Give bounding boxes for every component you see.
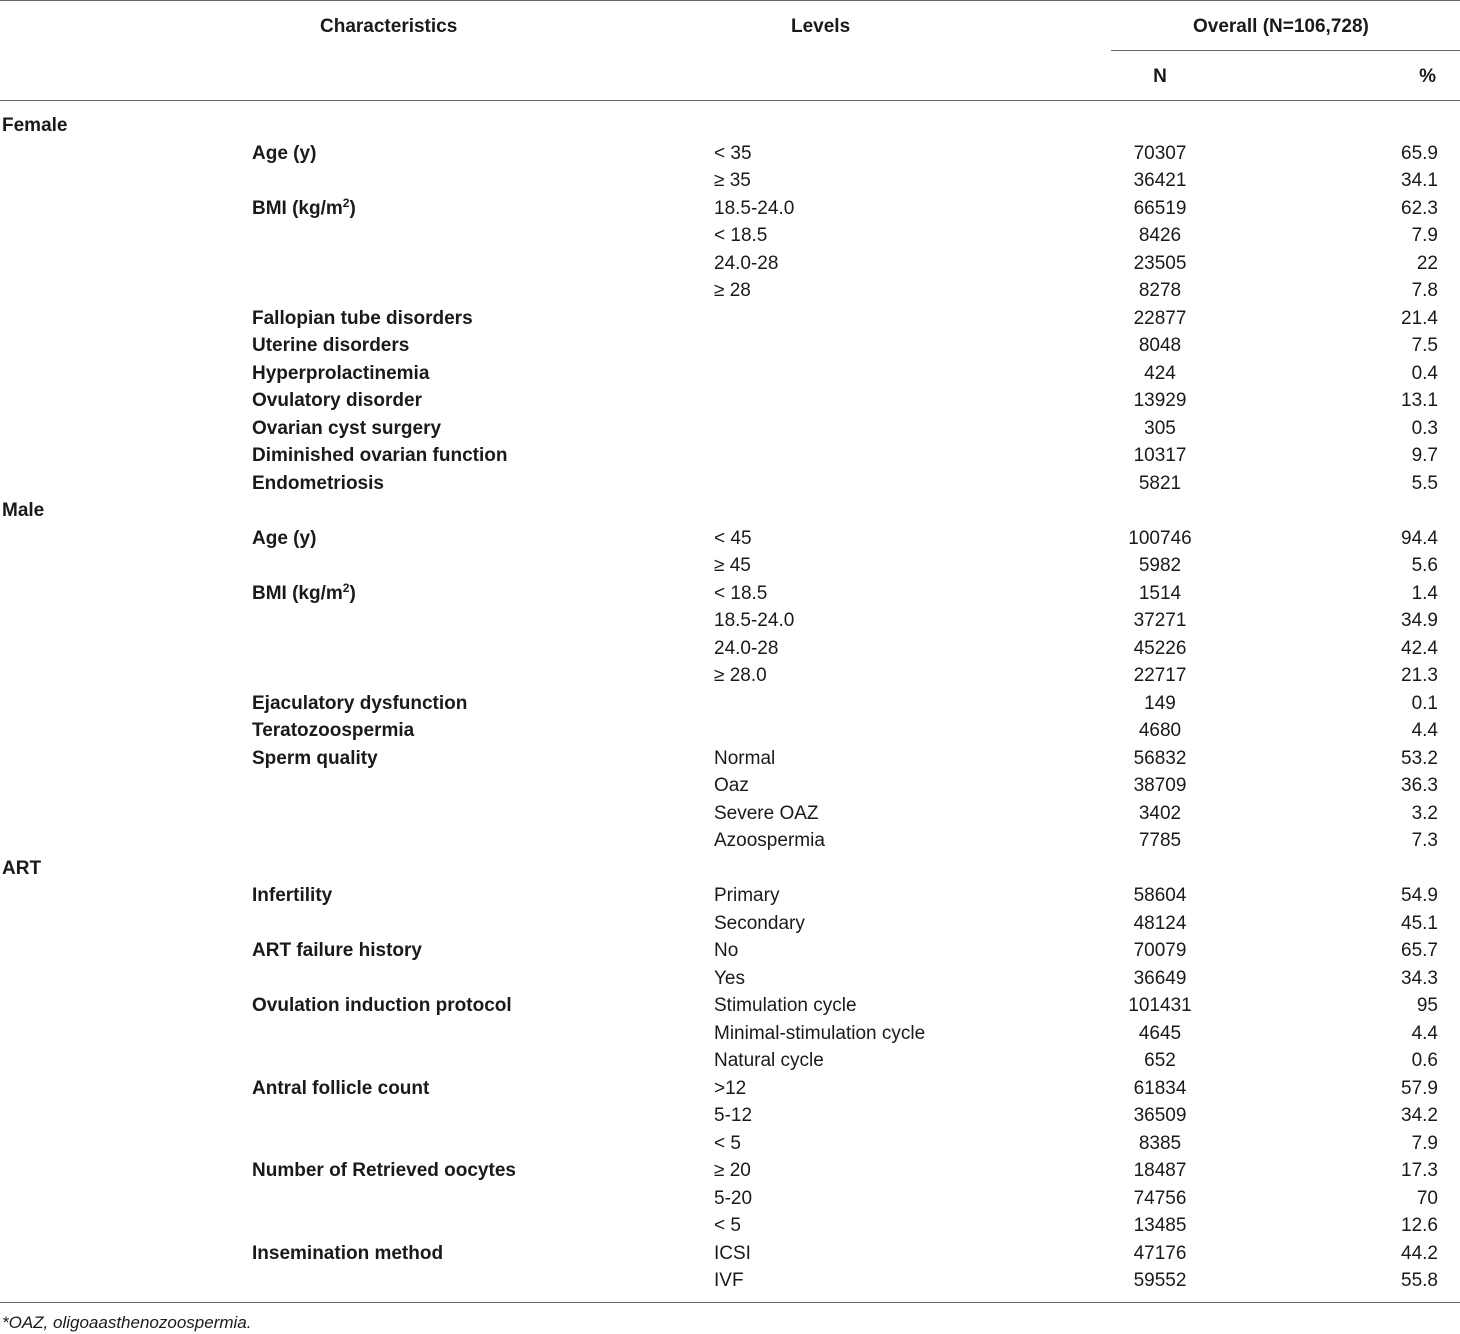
table-row [0, 1075, 1460, 1103]
characteristic-cell [252, 442, 507, 470]
count-cell: 48124 [1133, 912, 1187, 934]
section-row [0, 497, 1460, 525]
characteristic-label: Antral follicle count [252, 1077, 430, 1099]
count-cell: 4680 [1138, 720, 1182, 741]
table-row [0, 1157, 1460, 1185]
percent-cell: 0.4 [1411, 362, 1438, 384]
level-cell: ICSI [714, 1242, 751, 1264]
percent-cell: 70 [1416, 1187, 1438, 1209]
percent-cell: 55.8 [1401, 1270, 1438, 1291]
characteristic-label: Endometriosis [252, 472, 384, 494]
header-overall: Overall (N=106,728) [1193, 16, 1369, 37]
level-cell: ≥ 28.0 [714, 665, 767, 686]
percent-cell: 94.4 [1401, 527, 1438, 549]
level-cell: Minimal-stimulation cycle [714, 1022, 926, 1044]
characteristic-cell [252, 470, 384, 498]
percent-cell: 12.6 [1401, 1215, 1438, 1236]
count-cell: 47176 [1133, 1242, 1187, 1264]
count-cell: 59552 [1133, 1270, 1187, 1291]
level-cell: Normal [714, 747, 776, 769]
count-cell: 70079 [1133, 940, 1187, 961]
level-cell: < 5 [714, 1132, 741, 1154]
characteristic-cell [252, 195, 356, 223]
table-row [0, 525, 1460, 553]
table-row [0, 360, 1460, 388]
table-row [0, 800, 1460, 828]
characteristic-superscript: 2 [342, 195, 350, 210]
table-row [0, 992, 1460, 1020]
percent-cell: 44.2 [1401, 1242, 1438, 1264]
characteristic-label: Hyperprolactinemia [252, 362, 430, 384]
characteristic-cell [252, 1157, 516, 1185]
level-cell: 24.0-28 [714, 637, 779, 659]
header-characteristics: Characteristics [320, 16, 458, 37]
level-cell: ≥ 45 [714, 555, 751, 576]
percent-cell: 34.9 [1401, 610, 1438, 631]
level-cell: 18.5-24.0 [714, 197, 795, 219]
header-percent: % [1419, 66, 1436, 87]
percent-cell: 95 [1416, 995, 1438, 1016]
table-row [0, 470, 1460, 498]
header-overall-underline [1111, 50, 1460, 51]
percent-cell: 7.9 [1411, 225, 1438, 246]
count-cell: 7785 [1138, 830, 1182, 851]
level-cell: Severe OAZ [714, 802, 819, 824]
table-row [0, 965, 1460, 993]
count-cell: 13485 [1133, 1215, 1187, 1236]
table-row [0, 1212, 1460, 1240]
count-cell: 149 [1144, 692, 1176, 714]
count-cell: 305 [1144, 417, 1176, 439]
count-cell: 56832 [1133, 747, 1187, 769]
table-row [0, 442, 1460, 470]
characteristic-cell [252, 937, 422, 965]
percent-cell: 4.4 [1411, 1022, 1438, 1044]
count-cell: 3402 [1138, 802, 1182, 824]
level-cell: Azoospermia [714, 830, 825, 851]
level-cell: ≥ 28 [714, 280, 751, 301]
count-cell: 1514 [1138, 582, 1182, 604]
count-cell: 652 [1144, 1050, 1176, 1071]
level-cell: Oaz [714, 775, 749, 796]
table-row [0, 580, 1460, 608]
header-n: N [1153, 66, 1167, 87]
characteristic-cell [252, 717, 414, 745]
table-row [0, 1240, 1460, 1268]
percent-cell: 22 [1416, 252, 1438, 274]
characteristic-cell [252, 525, 316, 553]
level-cell: Natural cycle [714, 1050, 824, 1071]
percent-cell: 5.6 [1411, 555, 1438, 576]
characteristic-cell [252, 580, 356, 608]
table-row [0, 387, 1460, 415]
characteristic-label-tail: ) [349, 197, 356, 219]
characteristic-label: Ovarian cyst surgery [252, 417, 442, 439]
characteristic-label: Infertility [252, 885, 333, 906]
table-row [0, 1185, 1460, 1213]
count-cell: 8048 [1138, 335, 1182, 356]
table-row [0, 635, 1460, 663]
characteristic-label: Insemination method [252, 1242, 444, 1264]
count-cell: 38709 [1133, 775, 1187, 796]
characteristic-label: ART failure history [252, 940, 422, 961]
characteristic-cell [252, 387, 422, 415]
percent-cell: 57.9 [1401, 1077, 1438, 1099]
percent-cell: 62.3 [1401, 197, 1438, 219]
characteristic-cell [252, 305, 473, 333]
characteristic-cell [252, 992, 512, 1020]
count-cell: 424 [1144, 362, 1176, 384]
count-cell: 13929 [1133, 390, 1187, 411]
characteristic-label: Ejaculatory dysfunction [252, 692, 468, 714]
level-cell: Primary [714, 885, 780, 906]
characteristic-label: BMI (kg/m [252, 197, 343, 219]
count-cell: 23505 [1133, 252, 1187, 274]
count-cell: 101431 [1128, 995, 1192, 1016]
table-row [0, 607, 1460, 635]
level-cell: Stimulation cycle [714, 995, 857, 1016]
table-row [0, 717, 1460, 745]
table-row [0, 882, 1460, 910]
percent-cell: 21.4 [1401, 307, 1438, 329]
table-row [0, 552, 1460, 580]
percent-cell: 34.3 [1401, 967, 1438, 989]
level-cell: < 5 [714, 1215, 741, 1236]
percent-cell: 13.1 [1401, 390, 1438, 411]
percent-cell: 7.8 [1411, 280, 1438, 301]
table-row [0, 277, 1460, 305]
characteristic-cell [252, 745, 378, 773]
level-cell: 5-20 [714, 1187, 753, 1209]
characteristic-cell [252, 882, 332, 910]
level-cell: IVF [714, 1270, 744, 1291]
percent-cell: 54.9 [1401, 885, 1438, 906]
table-row [0, 1267, 1460, 1295]
level-cell: Yes [714, 967, 745, 989]
percent-cell: 0.3 [1411, 417, 1438, 439]
characteristic-cell [252, 1240, 443, 1268]
characteristic-cell [252, 415, 441, 443]
table-row [0, 1130, 1460, 1158]
percent-cell: 17.3 [1401, 1160, 1438, 1181]
percent-cell: 4.4 [1411, 720, 1438, 741]
table-row [0, 140, 1460, 168]
percent-cell: 45.1 [1401, 912, 1438, 934]
table-row [0, 772, 1460, 800]
count-cell: 22717 [1133, 665, 1187, 686]
table-row [0, 222, 1460, 250]
section-label: Female [2, 115, 68, 136]
characteristic-cell [252, 690, 467, 718]
percent-cell: 42.4 [1401, 637, 1438, 659]
characteristic-cell [252, 360, 429, 388]
count-cell: 36649 [1133, 967, 1187, 989]
level-cell: < 35 [714, 142, 752, 164]
table-row [0, 745, 1460, 773]
characteristic-label: Ovulation induction protocol [252, 995, 512, 1016]
characteristic-cell [252, 332, 409, 360]
section-label: Male [2, 500, 45, 521]
level-cell: < 18.5 [714, 225, 768, 246]
percent-cell: 65.9 [1401, 142, 1438, 164]
table-row [0, 1047, 1460, 1075]
table-row [0, 250, 1460, 278]
count-cell: 37271 [1133, 610, 1187, 631]
characteristic-label: Ovulatory disorder [252, 390, 422, 411]
percent-cell: 36.3 [1401, 775, 1438, 796]
level-cell: 18.5-24.0 [714, 610, 795, 631]
percent-cell: 5.5 [1411, 472, 1438, 494]
count-cell: 22877 [1133, 307, 1187, 329]
characteristic-superscript: 2 [342, 580, 350, 595]
count-cell: 5982 [1138, 555, 1182, 576]
count-cell: 66519 [1133, 197, 1187, 219]
level-cell: ≥ 35 [714, 170, 751, 191]
count-cell: 36509 [1133, 1105, 1187, 1126]
count-cell: 45226 [1133, 637, 1187, 659]
table-row [0, 827, 1460, 855]
percent-cell: 1.4 [1411, 582, 1438, 604]
table-row [0, 1102, 1460, 1130]
section-row [0, 855, 1460, 883]
count-cell: 61834 [1133, 1077, 1187, 1099]
count-cell: 18487 [1133, 1160, 1187, 1181]
percent-cell: 65.7 [1401, 940, 1438, 961]
percent-cell: 0.1 [1411, 692, 1438, 714]
characteristic-label: Uterine disorders [252, 335, 410, 356]
percent-cell: 9.7 [1411, 445, 1438, 466]
header-levels: Levels [791, 16, 851, 37]
characteristic-label: Teratozoospermia [252, 720, 415, 741]
percent-cell: 34.2 [1401, 1105, 1438, 1126]
table-row [0, 910, 1460, 938]
percent-cell: 7.9 [1411, 1132, 1438, 1154]
table-row [0, 305, 1460, 333]
section-row [0, 112, 1460, 140]
section-label: ART [2, 857, 42, 879]
table-row [0, 415, 1460, 443]
percent-cell: 0.6 [1411, 1050, 1438, 1071]
table-row [0, 195, 1460, 223]
table-row [0, 1020, 1460, 1048]
level-cell: 24.0-28 [714, 252, 779, 274]
table-top-rule [0, 0, 1460, 1]
count-cell: 58604 [1133, 885, 1187, 906]
count-cell: 74756 [1133, 1187, 1187, 1209]
header-bottom-rule [0, 100, 1460, 101]
characteristic-label: Diminished ovarian function [252, 445, 508, 466]
table-row [0, 662, 1460, 690]
percent-cell: 7.5 [1411, 335, 1438, 356]
table-row [0, 332, 1460, 360]
level-cell: Secondary [714, 912, 805, 934]
count-cell: 8426 [1138, 225, 1182, 246]
level-cell: No [714, 940, 739, 961]
characteristic-label: Number of Retrieved oocytes [252, 1160, 516, 1181]
count-cell: 5821 [1138, 472, 1182, 494]
count-cell: 8385 [1138, 1132, 1182, 1154]
table-row [0, 690, 1460, 718]
percent-cell: 3.2 [1411, 802, 1438, 824]
characteristic-label: Fallopian tube disorders [252, 307, 473, 329]
percent-cell: 34.1 [1401, 170, 1438, 191]
characteristic-cell [252, 140, 316, 168]
level-cell: ≥ 20 [714, 1160, 751, 1181]
table-bottom-rule [0, 1302, 1460, 1303]
level-cell: >12 [714, 1077, 747, 1099]
count-cell: 4645 [1138, 1022, 1182, 1044]
count-cell: 36421 [1133, 170, 1187, 191]
characteristic-label: Age (y) [252, 527, 317, 549]
percent-cell: 7.3 [1411, 830, 1438, 851]
level-cell: < 18.5 [714, 582, 768, 604]
characteristic-label: Sperm quality [252, 747, 378, 769]
level-cell: 5-12 [714, 1105, 753, 1126]
percent-cell: 21.3 [1401, 665, 1438, 686]
count-cell: 70307 [1133, 142, 1187, 164]
characteristic-cell [252, 1075, 429, 1103]
level-cell: < 45 [714, 527, 752, 549]
count-cell: 8278 [1138, 280, 1182, 301]
characteristic-label-tail: ) [349, 582, 356, 604]
characteristic-label: BMI (kg/m [252, 582, 343, 604]
table-row [0, 937, 1460, 965]
table-footnote: *OAZ, oligoaasthenozoospermia. [2, 1313, 252, 1332]
table-row [0, 167, 1460, 195]
count-cell: 10317 [1133, 445, 1187, 466]
percent-cell: 53.2 [1401, 747, 1438, 769]
characteristic-label: Age (y) [252, 142, 317, 164]
count-cell: 100746 [1128, 527, 1192, 549]
